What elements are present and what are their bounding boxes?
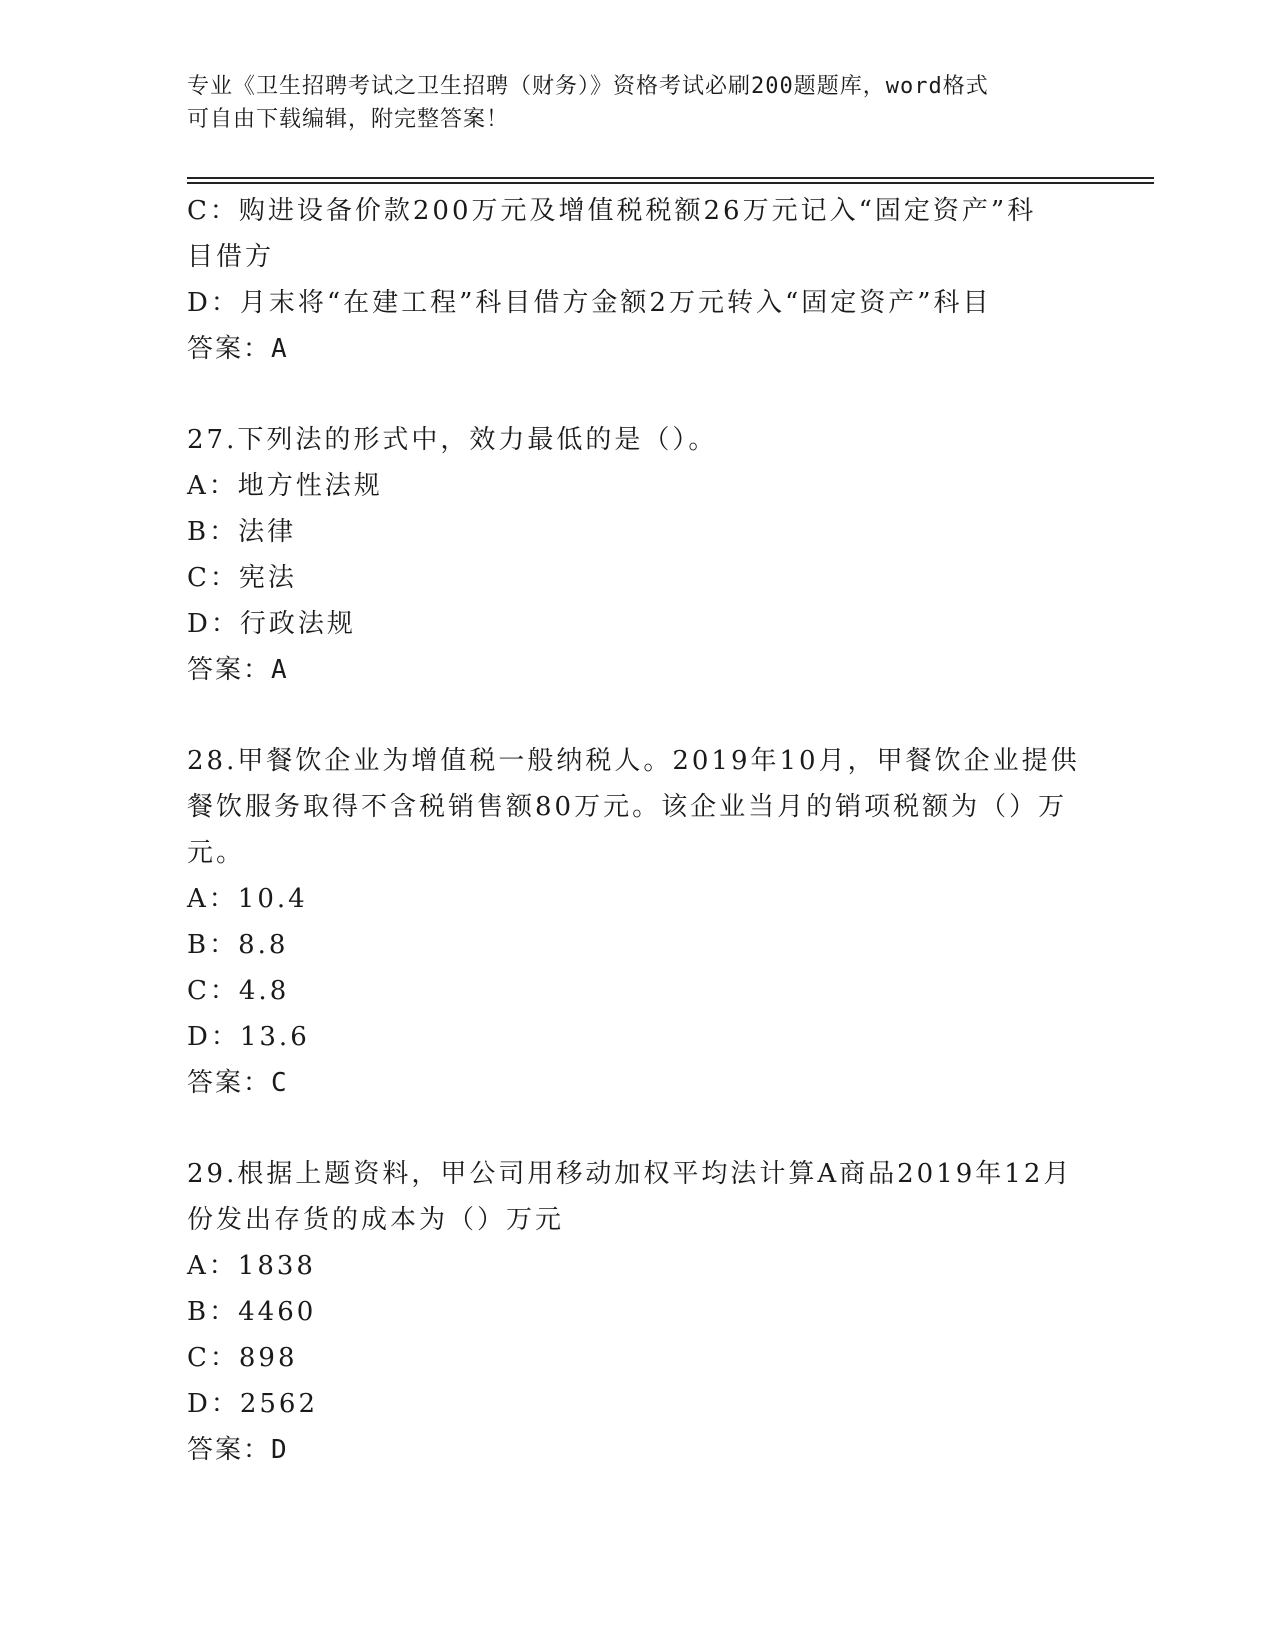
option-d: D：13.6	[187, 1022, 310, 1052]
option-a: A：地方性法规	[187, 471, 383, 501]
option-b: B：4460	[187, 1297, 317, 1327]
question-stem-line-1: 29.根据上题资料，甲公司用移动加权平均法计算A商品2019年12月	[187, 1159, 1073, 1189]
answer-text: 答案：A	[187, 334, 289, 364]
question-stem: 27.下列法的形式中，效力最低的是（）。	[187, 425, 718, 455]
option-c-line-1: C：购进设备价款200万元及增值税税额26万元记入“固定资产”科	[187, 196, 1037, 226]
option-a: A：10.4	[187, 884, 308, 914]
question-block-26-tail	[187, 188, 1067, 372]
option-d: D：行政法规	[187, 609, 356, 639]
question-block-27	[187, 417, 1067, 693]
header-divider-top	[187, 177, 1154, 179]
answer-text: 答案：A	[187, 655, 289, 685]
spacer	[187, 372, 1067, 417]
spacer	[187, 693, 1067, 738]
option-d: D：月末将“在建工程”科目借方金额2万元转入“固定资产”科目	[187, 288, 992, 318]
answer-text: 答案：C	[187, 1068, 289, 1098]
answer-text: 答案：D	[187, 1435, 289, 1465]
question-stem-line-2: 餐饮服务取得不含税销售额80万元。该企业当月的销项税额为（）万	[187, 792, 1068, 822]
question-stem-line-2: 份发出存货的成本为（）万元	[187, 1205, 565, 1235]
question-stem-line-1: 28.甲餐饮企业为增值税一般纳税人。2019年10月，甲餐饮企业提供	[187, 746, 1080, 776]
option-c: C：4.8	[187, 976, 290, 1006]
question-stem-line-3: 元。	[187, 838, 246, 868]
document-header	[187, 70, 1067, 136]
header-title-line-1: 专业《卫生招聘考试之卫生招聘（财务）》资格考试必刷200题题库，word格式	[187, 74, 989, 99]
option-c: C：898	[187, 1343, 298, 1373]
option-d: D：2562	[187, 1389, 319, 1419]
question-list	[187, 188, 1080, 1473]
option-a: A：1838	[187, 1251, 316, 1281]
question-block-28	[187, 738, 1080, 1106]
option-b: B：法律	[187, 517, 297, 547]
spacer	[187, 1106, 1067, 1151]
option-b: B：8.8	[187, 930, 289, 960]
header-title-line-2: 可自由下载编辑，附完整答案！	[187, 107, 510, 132]
question-block-29	[187, 1151, 1073, 1473]
option-c: C：宪法	[187, 563, 297, 593]
header-divider-bottom	[187, 182, 1154, 184]
option-c-line-2: 目借方	[187, 242, 275, 272]
